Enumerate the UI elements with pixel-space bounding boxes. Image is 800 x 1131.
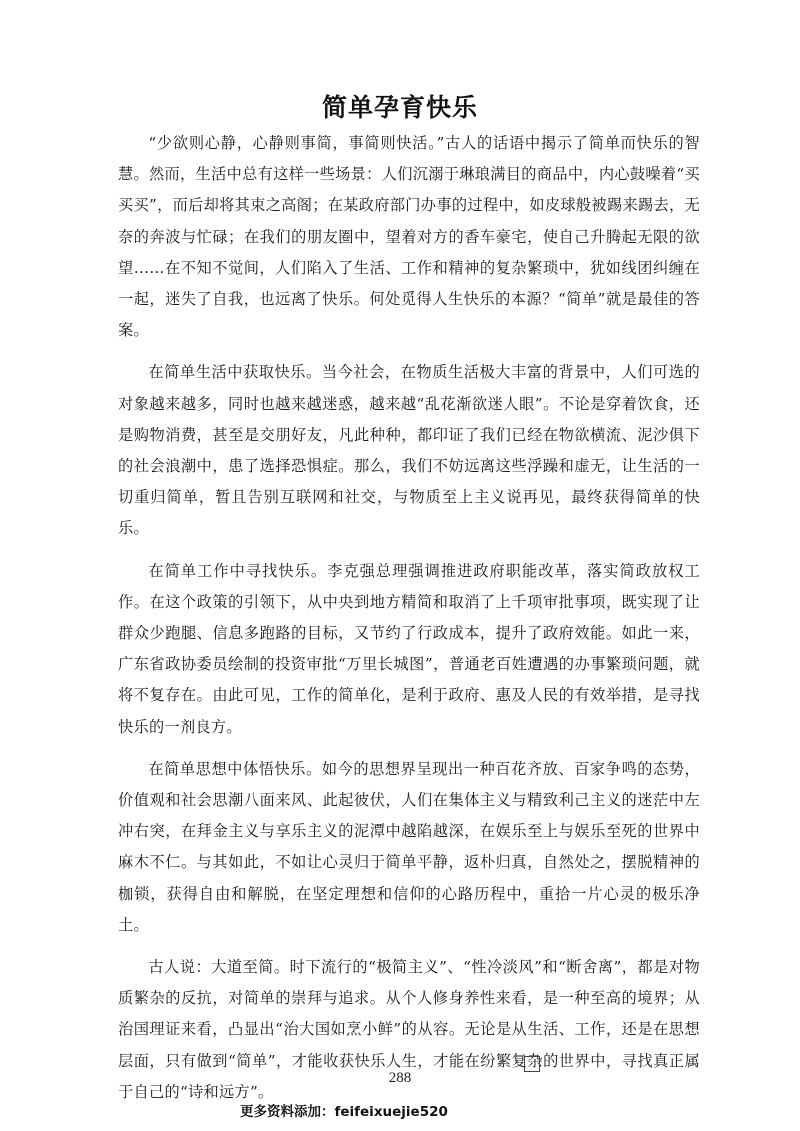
paragraph-simple-work: 在简单工作中寻找快乐。李克强总理强调推进政府职能改革，落实简政放权工作。在这个政策的引领下，从中央到地方精简和取消了上千项审批事项，既实现了让群众少跑腿、信息多跑路的目标，又节约了行政成本，提升了政府效能。如此一来，广东省政协委员绘制的投资审批“万里长城图”，普通老百姓遭遇的办事繁琐问题，就将不复存在。由此可见，工作的简单化，是利于政府、惠及人民的有效举措，是寻找快乐的一剂良方。 bbox=[118, 561, 700, 736]
paragraph-conclusion: 古人说：大道至简。时下流行的“极简主义”、“性冷淡风”和“断舍离”，都是对物质繁杂的反抗，对简单的崇拜与追求。从个人修身养性来看，是一种至高的境界；从治国理证来看，凸显出“治大国如烹小鲜”的从容。无论是从生活、工作，还是在思想层面，只有做到“简单”，才能收获快乐人生，才能在纷繁复杂的世界中，寻找真正属于自己的“诗和远方”。 bbox=[118, 958, 700, 1101]
footer-note: 更多资料添加：feifeixuejie520 bbox=[240, 1104, 448, 1120]
paragraph-simple-thought: 在简单思想中体悟快乐。如今的思想界呈现出一种百花齐放、百家争鸣的态势，价值观和社会思潮八面来风、此起彼伏，人们在集体主义与精致利己主义的迷茫中左冲右突，在拜金主义与享乐主义的泥潭中越陷越深，在娱乐至上与娱乐至死的世界中麻木不仁。与其如此，不如让心灵归于简单平静，返朴归真，自然处之，摆脱精神的枷锁，获得自由和解脱，在坚定理想和信仰的心路历程中，重拾一片心灵的极乐净土。 bbox=[118, 759, 700, 934]
paragraph-intro: “少欲则心静，心静则事简，事简则快活。”古人的话语中揭示了简单而快乐的智慧。然而，生活中总有这样一些场景：人们沉溺于琳琅满目的商品中，内心鼓噪着“买买买”，而后却将其束之高阁；在某政府部门办事的过程中，如皮球般被踢来踢去，无奈的奔波与忙碌；在我们的朋友圈中，望着对方的香车豪宅，使自己升腾起无限的欲望……在不知不觉间，人们陷入了生活、工作和精神的复杂繁琐中，犹如线团纠缠在一起，迷失了自我，也远离了快乐。何处觅得人生快乐的本源？“简单”就是最佳的答案。 bbox=[118, 134, 700, 340]
article-body bbox=[118, 128, 700, 1119]
page-number: 288 bbox=[388, 1070, 412, 1086]
page-title: 简单孕育快乐 bbox=[321, 93, 478, 122]
empty-box bbox=[524, 1056, 540, 1072]
paragraph-simple-life: 在简单生活中获取快乐。当今社会，在物质生活极大丰富的背景中，人们可选的对象越来越多，同时也越来越迷惑，越来越“乱花渐欲迷人眼”。不论是穿着饮食，还是购物消费，甚至是交朋好友，凡此种种，都印证了我们已经在物欲横流、泥沙俱下的社会浪潮中，患了选择恐惧症。那么，我们不妨远离这些浮躁和虚无，让生活的一切重归简单，暂且告别互联网和社交，与物质至上主义说再见，最终获得简单的快乐。 bbox=[118, 363, 700, 538]
